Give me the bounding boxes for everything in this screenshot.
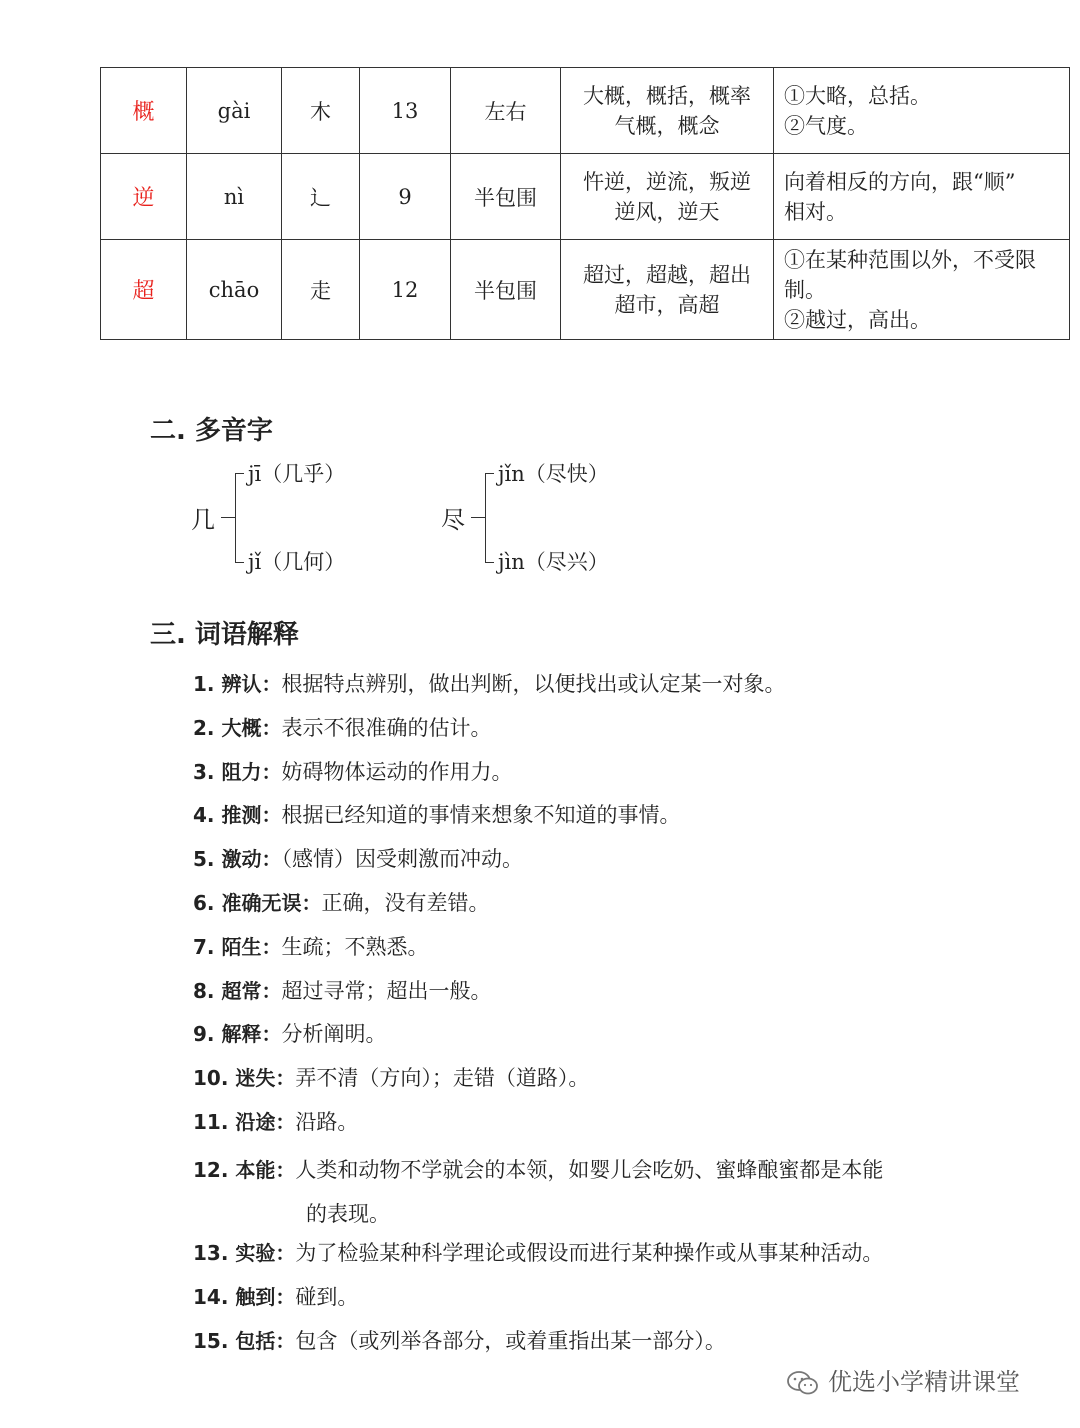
structure-cell: 半包围: [451, 240, 561, 340]
glossary-term: 15. 包括：: [193, 1328, 296, 1353]
glossary-definition: 妨碍物体运动的作用力。: [281, 759, 513, 784]
words-cell: [561, 154, 774, 240]
character-table: [100, 67, 1070, 340]
words-line: 超市，高超: [614, 292, 720, 317]
polyphone-reading: jǐn（尽快）: [498, 462, 609, 486]
list-item: [193, 797, 933, 841]
radical-cell: 走: [282, 240, 360, 340]
radical-cell: 木: [282, 68, 360, 154]
strokes-cell: 9: [360, 154, 451, 240]
list-item: [193, 1148, 933, 1236]
glossary-definition: （感情）因受刺激而冲动。: [281, 847, 523, 872]
pinyin-cell: gài: [187, 68, 282, 154]
table-row: [101, 240, 1070, 340]
glossary-term: 3. 阻力：: [193, 759, 282, 784]
meaning-cell: [774, 240, 1070, 340]
watermark: [786, 1362, 1020, 1397]
list-item: [193, 1104, 933, 1148]
bracket-stem: [471, 517, 485, 518]
glossary-definition: 人类和动物不学就会的本领，如婴儿会吃奶、蜜蜂酿蜜都是本能: [295, 1157, 884, 1182]
glossary-definition: 根据特点辨别，做出判断，以便找出或认定某一对象。: [281, 672, 786, 696]
list-item: [193, 929, 933, 973]
table-row: [101, 68, 1070, 154]
bracket: [485, 473, 486, 563]
list-item: [193, 841, 933, 885]
words-line: 忤逆，逆流，叛逆: [583, 169, 751, 194]
pinyin-cell: chāo: [187, 240, 282, 340]
glossary-term: 2. 大概：: [193, 715, 282, 740]
char-cell: 概: [101, 68, 187, 154]
polyphone-reading: jī（几乎）: [248, 462, 346, 486]
glossary-term: 12. 本能：: [193, 1157, 296, 1182]
words-line: 超过，超越，超出: [583, 262, 751, 287]
glossary-definition: 为了检验某种科学理论或假设而进行某种操作或从事某种活动。: [295, 1241, 884, 1266]
glossary-term: 7. 陌生：: [193, 934, 282, 959]
polyphone-char: 尽: [441, 506, 465, 534]
list-item: [193, 1060, 933, 1104]
char-cell: 超: [101, 240, 187, 340]
glossary-definition: 沿路。: [295, 1109, 359, 1134]
meaning-cell: [774, 68, 1070, 154]
glossary-definition: 碰到。: [295, 1285, 359, 1310]
structure-cell: 半包围: [451, 154, 561, 240]
glossary-definition: 包含（或列举各部分，或着重指出某一部分）。: [295, 1328, 726, 1353]
glossary-term: 10. 迷失：: [193, 1066, 296, 1091]
glossary-definition-continued: 的表现。: [306, 1201, 390, 1226]
list-item: [193, 666, 933, 710]
radical-cell: 辶: [282, 154, 360, 240]
polyphone-reading: jìn（尽兴）: [498, 550, 609, 574]
wechat-icon: [786, 1370, 820, 1396]
glossary-term: 8. 超常：: [193, 978, 282, 1003]
words-line: 气概，概念: [614, 113, 720, 138]
meaning-line: 相对。: [784, 199, 847, 224]
glossary-term: 6. 准确无误：: [193, 890, 322, 915]
meaning-cell: [774, 154, 1070, 240]
words-cell: [561, 240, 774, 340]
meaning-line: 向着相反的方向，跟“顺”: [784, 169, 1016, 194]
glossary-term: 4. 推测：: [193, 803, 282, 828]
list-item: [193, 1323, 933, 1367]
words-cell: [561, 68, 774, 154]
list-item: [193, 973, 933, 1017]
list-item: [193, 1235, 933, 1279]
char-cell: 逆: [101, 154, 187, 240]
meaning-line: ②气度。: [784, 113, 868, 138]
glossary-definition: 正确，没有差错。: [321, 890, 490, 915]
section-title-vocabulary: 三. 词语解释: [150, 620, 299, 650]
bracket: [235, 473, 236, 563]
glossary-list: [193, 666, 933, 1367]
list-item: [193, 1016, 933, 1060]
meaning-line: ①大略，总括。: [784, 83, 931, 108]
glossary-term: 5. 激动：: [193, 847, 282, 872]
meaning-line: ①在某种范围以外，不受限: [784, 247, 1036, 272]
table-row: [101, 154, 1070, 240]
list-item: [193, 885, 933, 929]
glossary-definition: 分析阐明。: [281, 1022, 387, 1047]
glossary-definition: 弄不清（方向）；走错（道路）。: [295, 1066, 590, 1091]
words-line: 逆风，逆天: [614, 199, 720, 224]
structure-cell: 左右: [451, 68, 561, 154]
glossary-definition: 根据已经知道的事情来想象不知道的事情。: [281, 803, 681, 828]
meaning-line: 制。: [784, 277, 826, 302]
polyphone-char: 几: [191, 506, 215, 534]
words-line: 大概，概括，概率: [583, 83, 751, 108]
list-item: [193, 1279, 933, 1323]
meaning-line: ②越过，高出。: [784, 307, 931, 332]
list-item: [193, 754, 933, 798]
section-title-polyphonic: 二. 多音字: [150, 416, 273, 446]
glossary-definition: 表示不很准确的估计。: [281, 715, 492, 740]
strokes-cell: 12: [360, 240, 451, 340]
glossary-term: 13. 实验：: [193, 1241, 296, 1266]
polyphone-reading: jǐ（几何）: [248, 550, 346, 574]
glossary-term: 14. 触到：: [193, 1285, 296, 1310]
glossary-term: 1. 辨认：: [193, 672, 282, 696]
glossary-term: 9. 解释：: [193, 1022, 282, 1047]
watermark-text: 优选小学精讲课堂: [828, 1368, 1020, 1396]
bracket-stem: [221, 517, 235, 518]
glossary-definition: 生疏；不熟悉。: [281, 934, 429, 959]
list-item: [193, 710, 933, 754]
pinyin-cell: nì: [187, 154, 282, 240]
glossary-term: 11. 沿途：: [193, 1109, 296, 1134]
glossary-definition: 超过寻常；超出一般。: [281, 978, 492, 1003]
strokes-cell: 13: [360, 68, 451, 154]
